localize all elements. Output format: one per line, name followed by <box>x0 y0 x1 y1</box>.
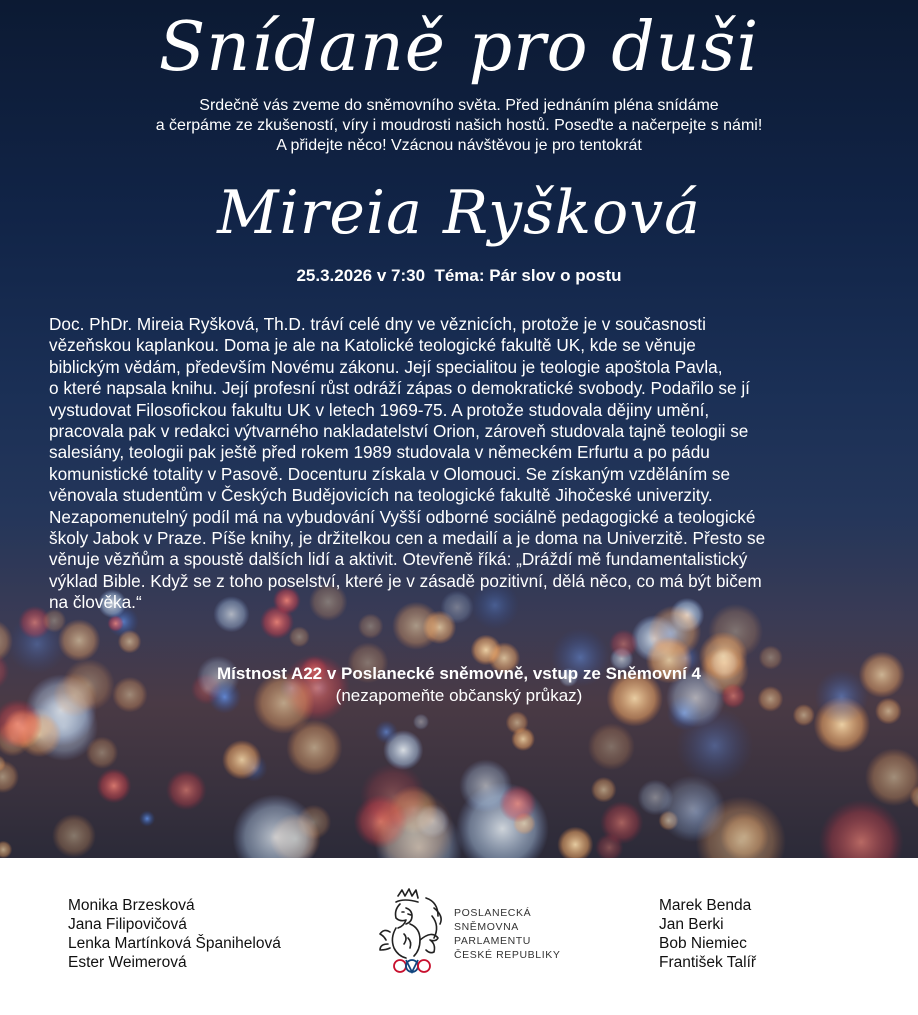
bokeh-light <box>118 630 142 654</box>
organizer-name: František Talíř <box>659 954 757 971</box>
bokeh-light <box>58 619 101 662</box>
guest-biography <box>49 314 879 614</box>
bokeh-light <box>793 704 815 726</box>
intro-line: a čerpáme ze zkušeností, víry i moudrosti našich hostů. Poseďte a načerpejte s námi! <box>155 117 763 134</box>
organizer-name: Marek Benda <box>659 897 752 914</box>
bio-line: věnuje vězňům a spoustě dalších lidí a aktivit. Otevřeně říká: „Dráždí mě fundamentalistický <box>49 549 748 570</box>
logo-line: ČESKÉ REPUBLIKY <box>454 949 561 961</box>
bokeh-light <box>676 707 753 784</box>
bokeh-light <box>286 720 342 776</box>
bokeh-light <box>222 740 262 780</box>
bio-line: pracovala pak v redakci výtvarného nakladatelství Orion, zároveň studovala tajně teologii se <box>49 421 749 442</box>
bokeh-light <box>52 814 96 858</box>
bio-line: věnovala studentům v Českých Budějovicích na teologické fakultě Jihočeské univerzity. <box>49 485 713 506</box>
bokeh-light <box>511 727 535 751</box>
bokeh-light <box>86 737 118 769</box>
logo-line: POSLANECKÁ <box>454 907 532 919</box>
bokeh-light <box>139 811 155 827</box>
logo-wordmark <box>454 906 560 962</box>
bokeh-light <box>609 629 639 659</box>
bio-line: o které napsala knihu. Její profesní růst odráží zápas o demokratické svobody. Podařilo se jí <box>49 378 750 399</box>
bio-line: vystudovat Filosofickou fakultu UK v letech 1969-75. A protože studovala dějiny umění, <box>49 399 710 420</box>
bokeh-light <box>0 841 12 858</box>
bokeh-light <box>358 613 384 639</box>
bio-line: komunistické totality v Pasově. Docenturu získala v Olomouci. Se získaným vzděláním se <box>49 463 731 484</box>
bokeh-light <box>659 775 726 842</box>
bio-line: výklad Bible. Když se z toho poselství, které je v zásadě pozitivní, dělá něco, co má být bičem <box>49 570 762 591</box>
logo-line: SNĚMOVNA <box>454 921 519 933</box>
bokeh-light <box>819 800 904 858</box>
bokeh-light <box>96 768 131 803</box>
bio-line: na člověka.“ <box>49 592 142 613</box>
organizer-name: Jana Filipovičová <box>68 916 187 933</box>
lion-emblem-icon <box>376 886 448 976</box>
organizer-name: Ester Weimerová <box>68 954 187 971</box>
bokeh-light <box>289 626 310 647</box>
bio-line: Nezapomenutelný podíl má na vybudování Vyšší odborné sociálně pedagogické a teologické <box>49 506 756 527</box>
intro-line: Srdečně vás zveme do sněmovního světa. Před jednáním pléna snídáme <box>199 97 719 114</box>
bio-line: salesiány, teologii pak ještě před rokem 1989 studovala v německém Erfurtu a po pádu <box>49 442 710 463</box>
organizer-name: Bob Niemiec <box>659 935 747 952</box>
bokeh-light <box>375 720 398 743</box>
bokeh-light <box>499 785 537 823</box>
footer <box>0 858 918 1015</box>
bio-line: Doc. PhDr. Mireia Ryšková, Th.D. tráví celé dny ve věznicích, protože je v současnosti <box>49 314 706 334</box>
intro-text <box>0 96 918 156</box>
organizer-name: Jan Berki <box>659 916 724 933</box>
bokeh-light <box>360 763 427 830</box>
logo-line: PARLAMENTU <box>454 935 531 947</box>
bio-line: vězeňskou kaplankou. Doma je ale na Katolické teologické fakultě UK, kde se věnuje <box>49 335 696 356</box>
event-title: Snídaně pro duši <box>158 8 760 87</box>
bokeh-light <box>413 714 429 730</box>
bokeh-light <box>166 770 207 811</box>
organizers-right <box>659 896 756 972</box>
bio-line: školy Jabok v Praze. Píše knihy, je držitelkou cen a medailí a je doma na Univerzitě. Přesto se <box>49 528 766 549</box>
parliament-logo <box>376 886 561 976</box>
intro-line: A přidejte něco! Vzácnou návštěvou je pro tentokrát <box>276 137 642 154</box>
bokeh-light <box>471 635 502 666</box>
organizer-name: Lenka Martínková Španihelová <box>68 935 281 952</box>
organizers-left <box>68 896 281 972</box>
bokeh-light <box>588 723 635 770</box>
id-card-note: (nezapomeňte občanský průkaz) <box>335 686 583 705</box>
bokeh-light <box>557 827 593 858</box>
bokeh-light <box>591 777 617 803</box>
event-location: Místnost A22 v Poslanecké sněmovně, vstup ze Sněmovní 4 <box>216 664 702 683</box>
bokeh-light <box>600 801 643 844</box>
organizer-name: Monika Brzesková <box>68 897 195 914</box>
bokeh-light <box>232 794 318 858</box>
bio-line: biblickým vědám, především Novému zákonu. Její specialitou je teologie apoštola Pavla, <box>49 356 723 377</box>
event-date-topic: 25.3.2026 v 7:30 Téma: Pár slov o postu <box>296 266 622 285</box>
guest-name: Mireia Ryšková <box>217 178 701 248</box>
